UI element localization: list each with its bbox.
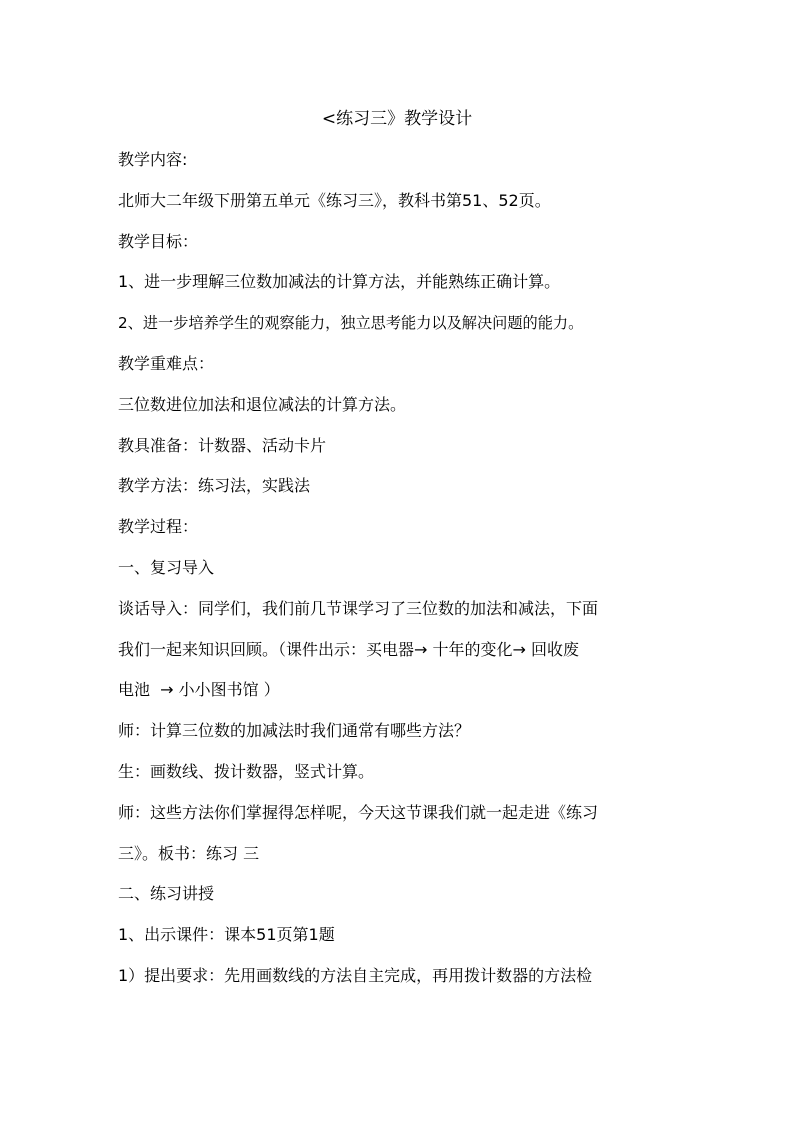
text-line: 师：计算三位数的加减法时我们通常有哪些方法？ [118,721,471,741]
text-line: 2、进一步培养学生的观察能力，独立思考能力以及解决问题的能力。 [118,314,584,333]
text-line: 谈话导入：同学们，我们前几节课学习了三位数的加法和减法，下面 [118,598,599,618]
text-line: 三》。板书：练习 三 [118,843,260,863]
document-body [118,148,684,1005]
text-line: 电池 → 小小图书馆 ） [118,680,280,700]
text-line: 我们一起来知识回顾。（课件出示：买电器→ 十年的变化→ 回收废 [118,639,579,659]
text-line: 教学过程： [118,517,199,537]
text-line: 教学方法：练习法，实践法 [118,476,311,496]
text-line: 生：画数线、拨计数器，竖式计算。 [118,761,375,781]
text-line: 北师大二年级下册第五单元《练习三》，教科书第51、52页。 [118,190,551,210]
text-line: 教学目标： [118,231,199,251]
text-line: 师：这些方法你们掌握得怎样呢，今天这节课我们就一起走进《练习 [118,802,599,822]
text-line: 三位数进位加法和退位减法的计算方法。 [118,394,407,414]
document-title: <练习三》教学设计 [321,109,473,129]
text-line: 二、练习讲授 [118,884,215,904]
text-line: 教具准备：计数器、活动卡片 [118,435,327,455]
text-line: 1、出示课件：课本51页第1题 [118,925,335,945]
text-line: 1、进一步理解三位数加减法的计算方法，并能熟练正确计算。 [118,272,561,292]
text-line: 教学内容: [118,150,188,169]
text-line: 1）提出要求：先用画数线的方法自主完成，再用拨计数器的方法检 [118,965,593,985]
text-line: 一、复习导入 [118,557,215,577]
text-line: 教学重难点： [118,353,215,373]
